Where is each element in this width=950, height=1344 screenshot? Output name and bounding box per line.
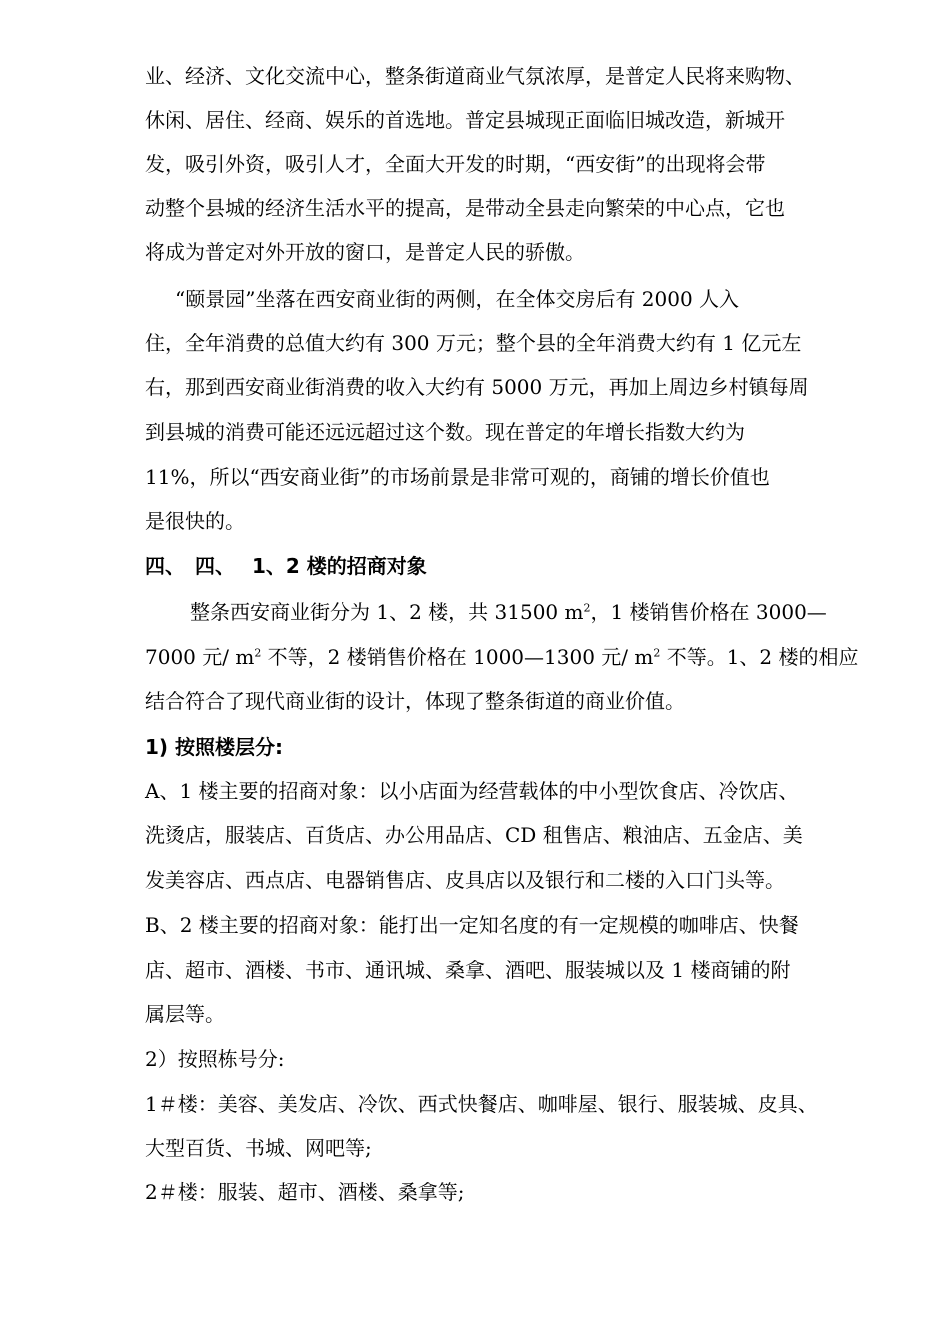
section-heading: 四、 四、 1、2 楼的招商对象 xyxy=(145,554,427,578)
paragraph-line xyxy=(145,642,859,672)
paragraph-line: 到县城的消费可能还远远超过这个数。现在普定的年增长指数大约为 xyxy=(145,420,745,444)
text-run: 不等。1、2 楼的相应 xyxy=(660,645,859,669)
paragraph-line: 2）按照栋号分: xyxy=(145,1047,285,1071)
paragraph-line: 休闲、居住、经商、娱乐的首选地。普定县城现正面临旧城改造，新城开 xyxy=(145,108,785,132)
text-run: 整条西安商业街分为 1、2 楼，共 31500 m xyxy=(190,600,584,624)
superscript: 2 xyxy=(254,646,262,660)
text-run: 7000 元/ m xyxy=(145,645,255,669)
subheading: 1) 按照楼层分: xyxy=(145,735,284,759)
paragraph-line: 发美容店、西点店、电器销售店、皮具店以及银行和二楼的入口门头等。 xyxy=(145,868,785,892)
paragraph-line: 1＃楼：美容、美发店、冷饮、西式快餐店、咖啡屋、银行、服装城、皮具、 xyxy=(145,1092,818,1116)
superscript: 2 xyxy=(653,646,661,660)
paragraph-line: 2＃楼：服装、超市、酒楼、桑拿等; xyxy=(145,1180,465,1204)
paragraph-line: B、2 楼主要的招商对象：能打出一定知名度的有一定规模的咖啡店、快餐 xyxy=(145,913,799,937)
paragraph-line: “颐景园”坐落在西安商业街的两侧，在全体交房后有 2000 人入 xyxy=(175,287,740,311)
superscript: 2 xyxy=(583,601,591,615)
paragraph-line: 发，吸引外资，吸引人才，全面大开发的时期，“西安街”的出现将会带 xyxy=(145,152,766,176)
paragraph-line: 住，全年消费的总值大约有 300 万元；整个县的全年消费大约有 1 亿元左 xyxy=(145,331,802,355)
paragraph-line: 11%，所以“西安商业街”的市场前景是非常可观的，商铺的增长价值也 xyxy=(145,465,770,489)
paragraph-line: 结合符合了现代商业街的设计，体现了整条街道的商业价值。 xyxy=(145,689,685,713)
paragraph-line: A、1 楼主要的招商对象：以小店面为经营载体的中小型饮食店、冷饮店、 xyxy=(145,779,799,803)
paragraph-line: 动整个县城的经济生活水平的提高，是带动全县走向繁荣的中心点，它也 xyxy=(145,196,785,220)
text-run: ，1 楼销售价格在 3000— xyxy=(590,600,827,624)
text-run: 不等，2 楼销售价格在 1000—1300 元/ m xyxy=(261,645,654,669)
paragraph-line: 将成为普定对外开放的窗口，是普定人民的骄傲。 xyxy=(145,240,585,264)
paragraph-line: 洗烫店，服装店、百货店、办公用品店、CD 租售店、粮油店、五金店、美 xyxy=(145,823,803,847)
paragraph-line xyxy=(190,597,827,627)
paragraph-line: 属层等。 xyxy=(145,1002,225,1026)
paragraph-line: 右，那到西安商业街消费的收入大约有 5000 万元，再加上周边乡村镇每周 xyxy=(145,375,809,399)
paragraph-line: 店、超市、酒楼、书市、通讯城、桑拿、酒吧、服装城以及 1 楼商铺的附 xyxy=(145,958,791,982)
paragraph-line: 大型百货、书城、网吧等; xyxy=(145,1136,372,1160)
paragraph-line: 业、经济、文化交流中心，整条街道商业气氛浓厚，是普定人民将来购物、 xyxy=(145,64,805,88)
paragraph-line: 是很快的。 xyxy=(145,509,245,533)
